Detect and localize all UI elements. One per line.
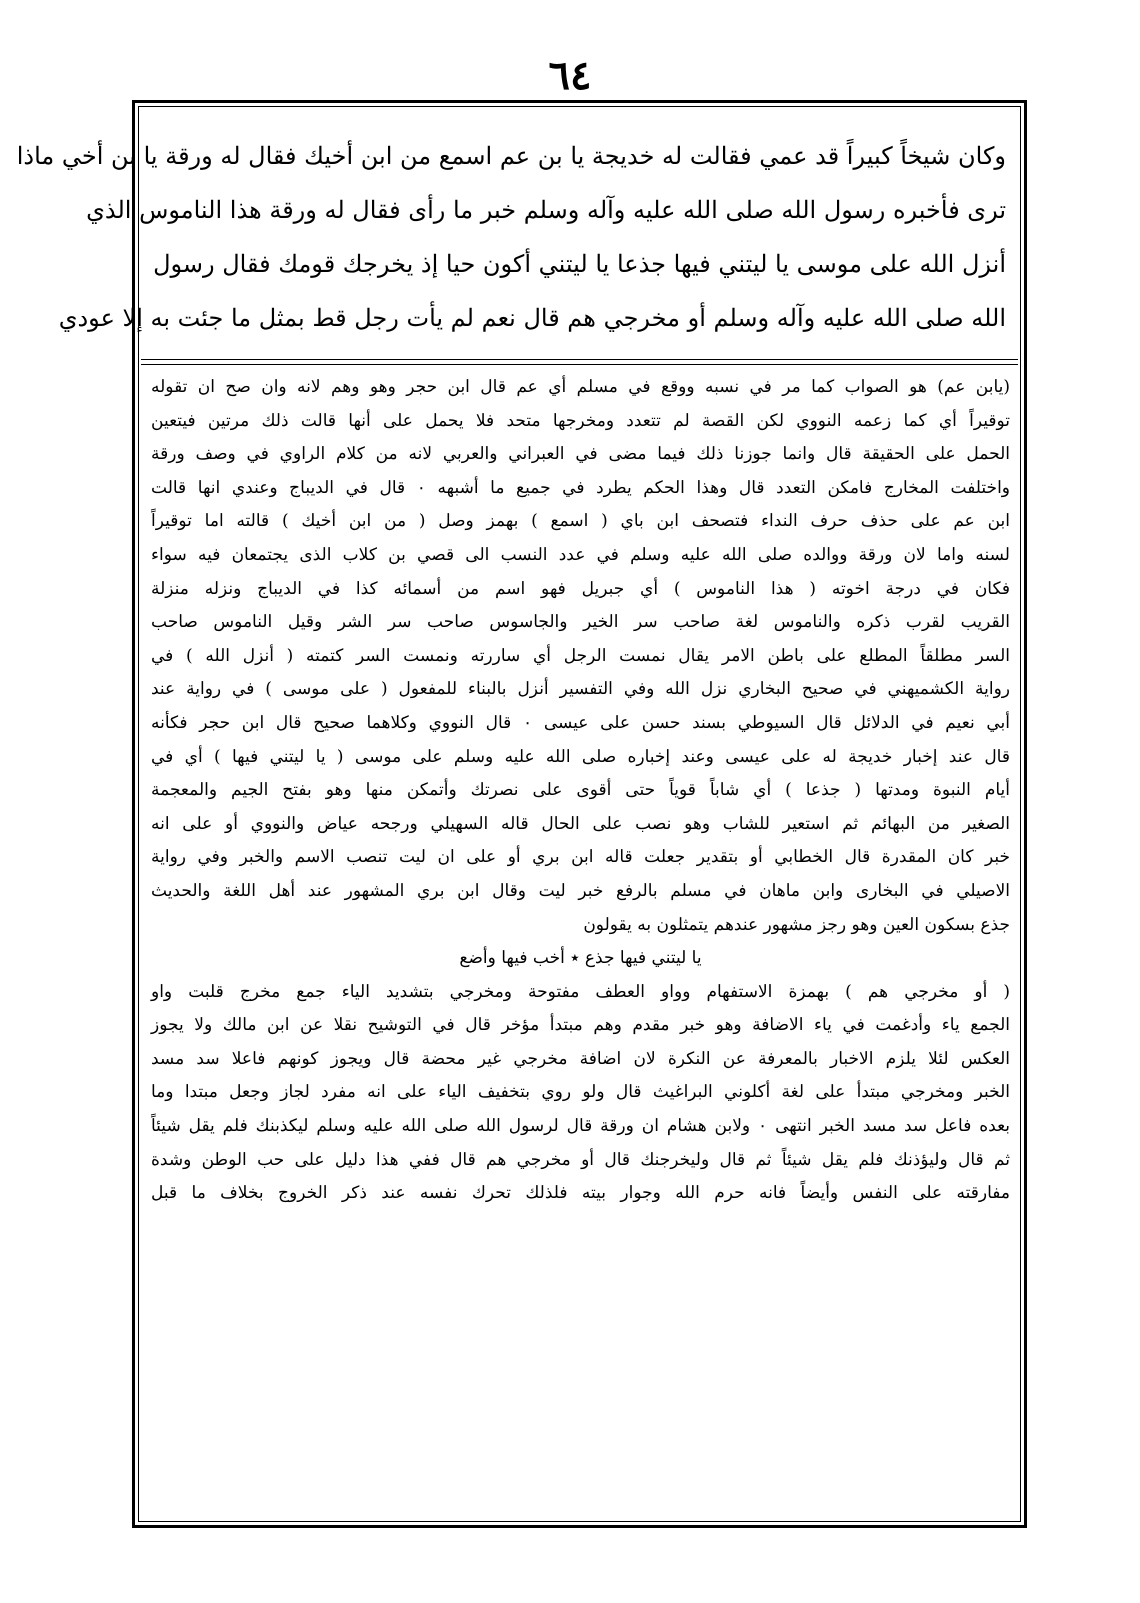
commentary-block — [151, 371, 1010, 1211]
main-text-line: الله صلى الله عليه وآله وسلم أو مخرجي هم قال نعم لم يأت رجل قط بمثل ما جئت به إلا عودي — [58, 304, 1006, 332]
commentary-line: قال عند إخبار خديجة له على عيسى وعند إخباره صلى الله عليه وسلم على موسى ( يا ليتني فيها ) أي في — [151, 746, 1010, 767]
commentary-line: الحمل على الحقيقة قال وانما جوزنا ذلك فيما مضى في العبراني والعربي لانه من كلام الراوي في وصف ورقة — [151, 444, 1010, 465]
commentary-line: القريب لقرب ذكره والناموس لغة صاحب سر الخير والجاسوس صاحب سر الشر وقيل الناموس صاحب — [151, 612, 1010, 633]
commentary-line: فكان في درجة اخوته ( هذا الناموس ) أي جبريل فهو اسم من أسمائه كذا في الديباج ونزله منزلة — [151, 578, 1010, 599]
commentary-line: الاصيلي في البخارى وابن ماهان في مسلم بالرفع خبر ليت وقال ابن بري المشهور عند أهل اللغة والحديث — [151, 880, 1011, 901]
commentary-line: الخبر ومخرجي مبتدأ على لغة أكلوني البراغيث قال ولو روي بتخفيف الياء على انه مفرد لجاز وجعل مبتدا وما — [151, 1082, 1010, 1103]
poetry-verse: يا ليتني فيها جذع ٭ أخب فيها وأضع — [459, 948, 702, 969]
commentary-line: رواية الكشميهني في صحيح البخاري نزل الله وفي التفسير أنزل بالبناء للمفعول ( على موسى ) في رواية عند — [151, 679, 1010, 700]
commentary-line: ثم قال وليؤذنك فلم يقل شيئاً ثم قال وليخرجنك قال أو مخرجي هم قال ففي هذا دليل على حب الوطن وشدة — [151, 1149, 1010, 1170]
commentary-line: الجمع ياء وأدغمت في ياء الاضافة وهو خبر مقدم وهم مبتدأ مؤخر قال في التوشيح نقلا عن ابن مالك ولا يجوز — [151, 1015, 1010, 1036]
commentary-line: جذع بسكون العين وهو رجز مشهور عندهم يتمثلون به يقولون — [583, 914, 1010, 935]
commentary-line: ابن عم على حذف حرف النداء فتصحف ابن باي ( اسمع ) بهمز وصل ( من ابن أخيك ) قالته اما توقيراً — [151, 511, 1010, 532]
page-frame — [16, 100, 1027, 1528]
page-number: ٦٤ — [548, 52, 592, 99]
main-text-line: ترى فأخبره رسول الله صلى الله عليه وآله وسلم خبر ما رأى فقال له ورقة هذا الناموس الذي — [86, 196, 1006, 224]
main-text-block — [16, 129, 1006, 345]
section-divider — [141, 359, 1018, 365]
main-text-line: وكان شيخاً كبيراً قد عمي فقالت له خديجة يا بن عم اسمع من ابن أخيك فقال له ورقة يا بن أخي ماذا — [16, 142, 1006, 170]
main-text-line: أنزل الله على موسى يا ليتني فيها جذعا يا ليتني أكون حيا إذ يخرجك قومك فقال رسول — [153, 250, 1006, 278]
commentary-line: لسنه واما لان ورقة ووالده صلى الله عليه وسلم في عدد النسب الى قصي بن كلاب الذى يجتمعان فيه سواء — [151, 544, 1010, 565]
commentary-line: بعده فاعل سد مسد الخبر انتهى ٠ ولابن هشام ان ورقة قال لرسول الله صلى الله عليه وسلم ليكذبنك فلم يقل شيئاً — [151, 1116, 1010, 1137]
commentary-line: واختلفت المخارج فامكن التعدد قال وهذا الحكم يطرد في جميع ما أشبهه ٠ قال في الديباج وعندي انها قالت — [151, 477, 1010, 498]
commentary-line: الصغير من البهائم ثم استعير للشاب وهو نصب على الحال قاله السهيلي ورجحه عياض والنووي أو على انه — [151, 813, 1010, 834]
commentary-line: السر مطلقاً المطلع على باطن الامر يقال نمست الرجل أي ساررته ونمست السر كتمته ( أنزل الله ) في — [151, 645, 1010, 666]
commentary-line: أيام النبوة ومدتها ( جذعا ) أي شاباً قوياً حتى أقوى على نصرتك وأتمكن منها وهو بفتح الجيم والمعجمة — [151, 780, 1010, 801]
commentary-line: (يابن عم) هو الصواب كما مر في نسبه ووقع في مسلم أي عم قال ابن حجر وهو وهم لانه وان صح ان تقوله — [151, 377, 1010, 397]
commentary-line: العكس لئلا يلزم الاخبار بالمعرفة عن النكرة لان اضافة مخرجي غير محضة قال ويجوز كونهم فاعلا سد مسد — [151, 1048, 1010, 1069]
commentary-line: مفارقته على النفس وأيضاً فانه حرم الله وجوار بيته فلذلك تحرك نفسه عند ذكر الخروج بخلاف ما قبل — [151, 1183, 1010, 1204]
commentary-line: توقيراً أي كما زعمه النووي لكن القصة لم تتعدد ومخرجها متحد فلا يحمل على أنها قالت ذلك مرتين فيتعين — [151, 410, 1010, 431]
commentary-line: أبي نعيم في الدلائل قال السيوطي بسند حسن على عيسى ٠ قال النووي وكلاهما صحيح قال ابن حجر فكأنه — [151, 712, 1010, 733]
commentary-line: خبر كان المقدرة قال الخطابي أو بتقدير جعلت قاله ابن بري أو على ان ليت تنصب الاسم والخبر وفي رواية — [151, 847, 1010, 868]
commentary-line: ( أو مخرجي هم ) بهمزة الاستفهام وواو العطف مفتوحة ومخرجي بتشديد الياء جمع مخرج قلبت واو — [151, 981, 1010, 1002]
